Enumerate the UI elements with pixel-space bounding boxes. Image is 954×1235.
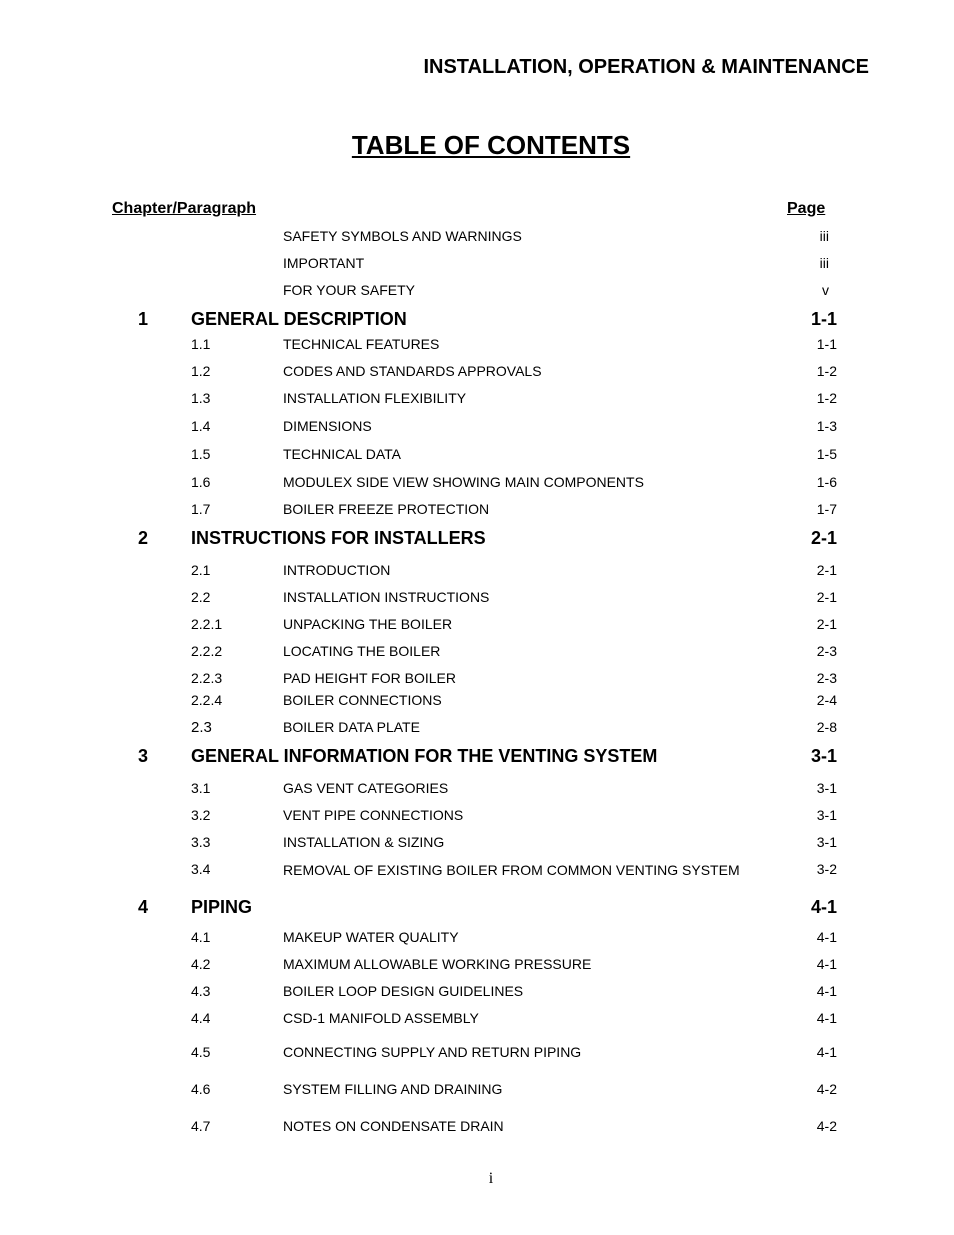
toc-entry-title: INSTALLATION & SIZING [283, 834, 445, 850]
toc-entry-number: 2.1 [191, 562, 211, 578]
toc-entry-number: 4.6 [191, 1081, 211, 1097]
toc-entry-page: 2-3 [816, 670, 837, 686]
toc-chapter-number: 3 [138, 746, 149, 766]
toc-entry-page: 2-3 [816, 643, 837, 659]
toc-entry[interactable] [0, 282, 954, 304]
toc-entry-title: BOILER CONNECTIONS [283, 692, 442, 708]
toc-entry-number: 4.5 [191, 1044, 211, 1060]
toc-entry-page: 1-2 [816, 390, 837, 406]
toc-entry-page: 1-7 [816, 501, 837, 517]
toc-entry-number: 2.2.2 [191, 643, 223, 659]
toc-entry[interactable] [0, 255, 954, 277]
toc-entry-title: FOR YOUR SAFETY [283, 282, 415, 298]
toc-entry[interactable] [0, 643, 954, 665]
toc-entry[interactable] [0, 1118, 954, 1140]
toc-entry-number: 4.2 [191, 956, 211, 972]
toc-entry-title: DIMENSIONS [283, 418, 372, 434]
toc-entry-page: 3-1 [816, 807, 837, 823]
toc-chapter-page: 2-1 [810, 528, 837, 548]
toc-entry-number: 1.6 [191, 474, 211, 490]
toc-entry-title: CONNECTING SUPPLY AND RETURN PIPING [283, 1044, 582, 1060]
toc-entry-page: 4-1 [816, 956, 837, 972]
toc-entry-page: 4-1 [816, 1010, 837, 1026]
toc-entry-title: INSTALLATION FLEXIBILITY [283, 390, 467, 406]
toc-entry-title: IMPORTANT [283, 255, 365, 271]
toc-entry-number: 1.7 [191, 501, 211, 517]
toc-entry[interactable] [0, 807, 954, 829]
toc-entry-title: TECHNICAL DATA [283, 446, 401, 462]
toc-entry-number: 4.3 [191, 983, 211, 999]
toc-entry-page: 2-1 [816, 589, 837, 605]
toc-entry-page: 4-1 [816, 1044, 837, 1060]
toc-entry-number: 1.1 [191, 336, 211, 352]
toc-entry[interactable] [0, 780, 954, 802]
toc-entry[interactable] [0, 692, 954, 714]
toc-entry-number: 2.2.3 [191, 670, 223, 686]
toc-entry-number: 1.5 [191, 446, 211, 462]
toc-entry-number: 2.2 [191, 589, 211, 605]
toc-entry[interactable] [0, 228, 954, 250]
toc-entry-page: 4-1 [816, 983, 837, 999]
toc-entry-number: 1.4 [191, 418, 211, 434]
toc-entry[interactable] [0, 861, 954, 899]
toc-chapter-page: 3-1 [810, 746, 837, 766]
toc-entry[interactable] [0, 418, 954, 440]
toc-entry[interactable] [0, 929, 954, 951]
toc-entry-page: 2-1 [816, 562, 837, 578]
toc-entry-number: 3.2 [191, 807, 211, 823]
toc-entry[interactable] [0, 390, 954, 412]
toc-chapter-title: INSTRUCTIONS FOR INSTALLERS [191, 528, 486, 548]
toc-entry-page: 2-1 [816, 616, 837, 632]
toc-entry-title: MAXIMUM ALLOWABLE WORKING PRESSURE [283, 956, 592, 972]
toc-entry-title: CSD-1 MANIFOLD ASSEMBLY [283, 1010, 479, 1026]
toc-entry-title: MODULEX SIDE VIEW SHOWING MAIN COMPONENTS [283, 474, 644, 490]
toc-entry-title: REMOVAL OF EXISTING BOILER FROM COMMON VENTING SYSTEM [283, 862, 740, 878]
column-header-chapter: Chapter/Paragraph [112, 200, 257, 217]
toc-entry-page: 4-2 [816, 1118, 837, 1134]
toc-entry-number: 4.4 [191, 1010, 211, 1026]
toc-entry-title: LOCATING THE BOILER [283, 643, 441, 659]
toc-entry[interactable] [0, 446, 954, 468]
toc-entry[interactable] [0, 719, 954, 741]
toc-entry-page: 3-1 [816, 834, 837, 850]
toc-chapter-page: 1-1 [810, 309, 837, 329]
toc-entry[interactable] [0, 589, 954, 611]
toc-entry-title: PAD HEIGHT FOR BOILER [283, 670, 456, 686]
toc-chapter-title: PIPING [191, 897, 253, 917]
toc-entry-page: 3-1 [816, 780, 837, 796]
toc-entry[interactable] [0, 983, 954, 1005]
toc-entry-page: 1-1 [816, 336, 837, 352]
toc-entry[interactable] [0, 1081, 954, 1103]
toc-entry-title: MAKEUP WATER QUALITY [283, 929, 459, 945]
toc-entry-title: TECHNICAL FEATURES [283, 336, 440, 352]
toc-entry-number: 2.3 [191, 719, 212, 736]
column-header-page: Page [787, 200, 826, 217]
toc-entry-page: 2-8 [816, 719, 837, 735]
toc-entry-page: iii [819, 255, 829, 271]
toc-entry-number: 4.7 [191, 1118, 211, 1134]
toc-entry-page: 2-4 [816, 692, 837, 708]
toc-entry-title: NOTES ON CONDENSATE DRAIN [283, 1118, 504, 1134]
toc-entry-title: VENT PIPE CONNECTIONS [283, 807, 464, 823]
toc-entry[interactable] [0, 1010, 954, 1032]
toc-entry-number: 4.1 [191, 929, 211, 945]
toc-entry[interactable] [0, 834, 954, 856]
toc-entry[interactable] [0, 363, 954, 385]
toc-entry-title: CODES AND STANDARDS APPROVALS [283, 363, 542, 379]
toc-entry-number: 2.2.1 [191, 616, 223, 632]
toc-entry[interactable] [0, 670, 954, 692]
toc-entry-title: UNPACKING THE BOILER [283, 616, 453, 632]
toc-chapter-number: 1 [138, 309, 149, 329]
toc-entry-page: 1-6 [816, 474, 837, 490]
toc-entry[interactable] [0, 336, 954, 358]
toc-chapter-number: 2 [138, 528, 149, 548]
toc-entry-number: 1.3 [191, 390, 211, 406]
toc-chapter[interactable] [0, 528, 954, 550]
toc-entry-number: 3.4 [191, 861, 211, 877]
toc-entry-number: 3.3 [191, 834, 211, 850]
running-header: INSTALLATION, OPERATION & MAINTENANCE [423, 56, 869, 78]
toc-entry-title: SAFETY SYMBOLS AND WARNINGS [283, 228, 522, 244]
toc-entry-page: v [822, 282, 829, 298]
toc-entry-page: 4-1 [816, 929, 837, 945]
page-title: TABLE OF CONTENTS [351, 130, 631, 160]
toc-entry-page: 1-5 [816, 446, 837, 462]
toc-entry-title: BOILER DATA PLATE [283, 719, 420, 735]
page-number: i [488, 1170, 494, 1187]
toc-chapter[interactable] [0, 746, 954, 768]
toc-entry[interactable] [0, 501, 954, 523]
toc-entry-title: INSTALLATION INSTRUCTIONS [283, 589, 490, 605]
toc-entry-page: 3-2 [816, 861, 837, 877]
toc-chapter-page: 4-1 [810, 897, 837, 917]
toc-chapter[interactable] [0, 309, 954, 331]
toc-entry-number: 3.1 [191, 780, 211, 796]
toc-entry[interactable] [0, 562, 954, 584]
toc-entry-title: BOILER LOOP DESIGN GUIDELINES [283, 983, 524, 999]
toc-entry-number: 1.2 [191, 363, 211, 379]
toc-entry-title: INTRODUCTION [283, 562, 391, 578]
toc-entry[interactable] [0, 474, 954, 496]
toc-chapter-title: GENERAL DESCRIPTION [191, 309, 407, 329]
toc-chapter-title: GENERAL INFORMATION FOR THE VENTING SYSTEM [191, 746, 658, 766]
toc-entry[interactable] [0, 956, 954, 978]
toc-entry-page: 1-3 [816, 418, 837, 434]
toc-chapter-number: 4 [138, 897, 149, 917]
toc-entry-page: 1-2 [816, 363, 837, 379]
toc-entry[interactable] [0, 616, 954, 638]
toc-entry-page: 4-2 [816, 1081, 837, 1097]
toc-entry-number: 2.2.4 [191, 692, 223, 708]
toc-chapter[interactable] [0, 897, 954, 919]
toc-entry-title: SYSTEM FILLING AND DRAINING [283, 1081, 503, 1097]
toc-entry[interactable] [0, 1044, 954, 1066]
toc-entry-title: BOILER FREEZE PROTECTION [283, 501, 490, 517]
toc-entry-title: GAS VENT CATEGORIES [283, 780, 449, 796]
toc-entry-page: iii [819, 228, 829, 244]
